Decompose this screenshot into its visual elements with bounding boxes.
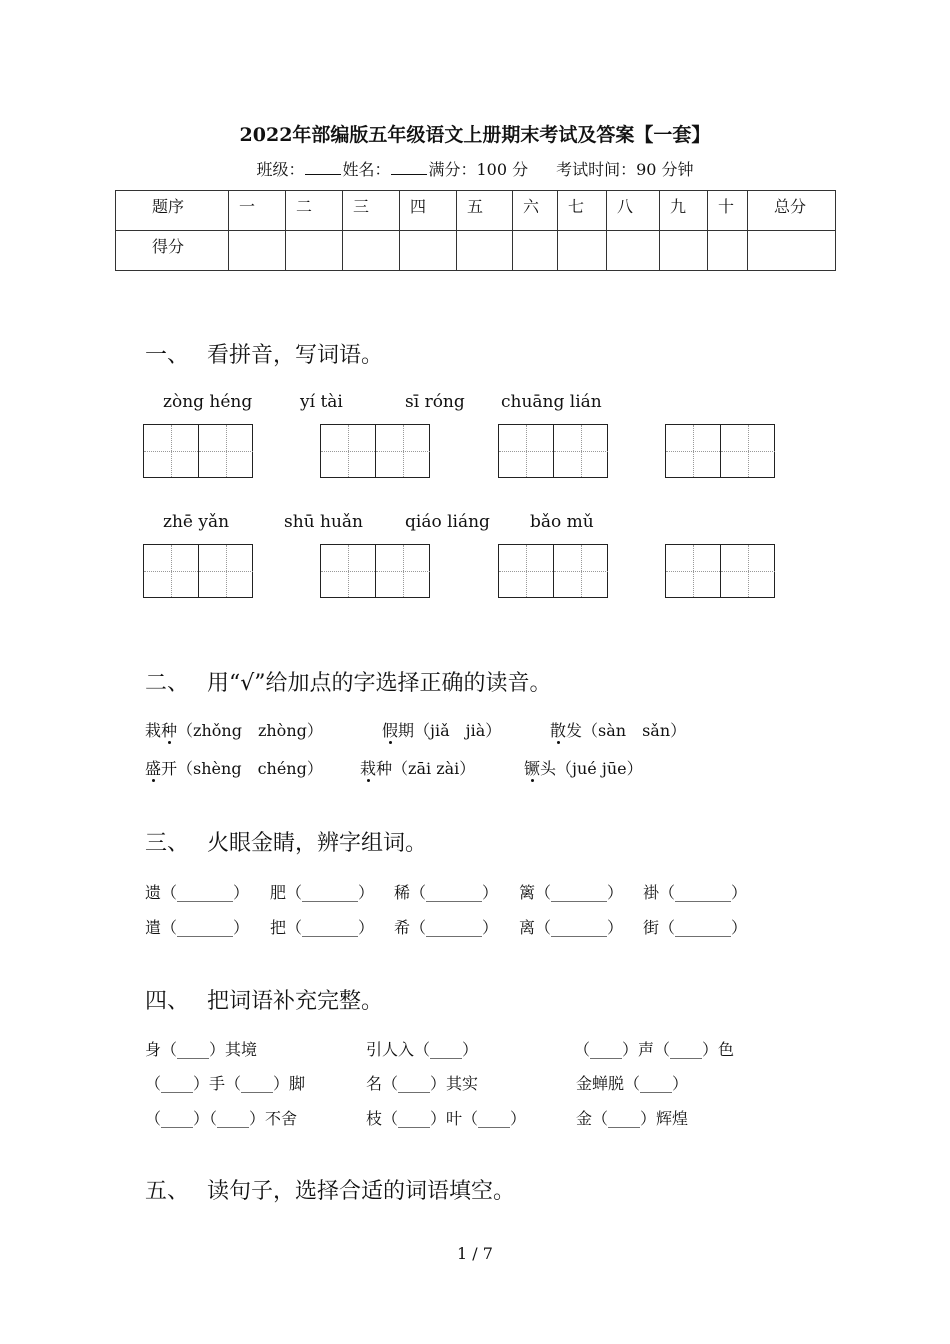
table-cell: 总分 — [748, 191, 836, 231]
table-cell: 三 — [343, 191, 400, 231]
pinyin-label: bǎo mǔ — [530, 512, 594, 532]
pinyin-label: shū huǎn — [284, 512, 364, 532]
pinyin-label: chuāng lián — [501, 392, 602, 412]
idiom-blank[interactable]: （____）手（____）脚 — [145, 1074, 306, 1093]
word-blank[interactable]: 稀（_______） — [394, 883, 499, 902]
table-cell: 六 — [513, 191, 558, 231]
table-cell: 一 — [229, 191, 286, 231]
tianzige-box[interactable] — [665, 544, 775, 598]
table-cell: 五 — [457, 191, 513, 231]
idiom-blank[interactable]: （____）（____）不舍 — [145, 1109, 298, 1128]
table-cell: 十 — [708, 191, 748, 231]
score-cell[interactable] — [457, 231, 513, 271]
score-cell[interactable] — [660, 231, 708, 271]
tianzige-box[interactable] — [498, 544, 608, 598]
reading-item[interactable]: 盛开（shèng chéng） — [145, 756, 323, 779]
score-cell[interactable] — [400, 231, 457, 271]
table-cell: 七 — [558, 191, 607, 231]
reading-item[interactable]: 栽种（zāi zài） — [360, 756, 475, 779]
pinyin-label: qiáo liáng — [405, 512, 490, 532]
pinyin-label: yí tài — [300, 392, 343, 412]
score-cell[interactable] — [607, 231, 660, 271]
exam-info — [0, 157, 950, 180]
table-cell: 得分 — [116, 231, 229, 271]
name-label: 姓名： — [342, 160, 391, 179]
pinyin-label: zhē yǎn — [163, 512, 230, 532]
word-blank[interactable]: 褂（_______） — [643, 883, 748, 902]
section-5-heading: 五、 读句子，选择合适的词语填空。 — [145, 1179, 516, 1204]
word-blank[interactable]: 遗（_______） — [145, 883, 250, 902]
table-cell: 九 — [660, 191, 708, 231]
idiom-blank[interactable]: 引人入（____） — [366, 1040, 479, 1059]
score-cell[interactable] — [558, 231, 607, 271]
pinyin-label: zòng héng — [163, 392, 253, 412]
word-blank[interactable]: 希（_______） — [394, 918, 499, 937]
full-score: 满分：100 分 — [428, 160, 529, 179]
score-table-score-row — [116, 231, 836, 271]
reading-item[interactable]: 散发（sàn sǎn） — [550, 718, 686, 741]
page-number: 1 / 7 — [457, 1244, 493, 1263]
score-cell[interactable] — [708, 231, 748, 271]
tianzige-box[interactable] — [665, 424, 775, 478]
table-cell: 四 — [400, 191, 457, 231]
tianzige-box[interactable] — [320, 424, 430, 478]
idiom-blank[interactable]: 金蝉脱（____） — [576, 1074, 689, 1093]
reading-item[interactable]: 栽种（zhǒng zhòng） — [145, 718, 323, 741]
idiom-blank[interactable]: （____）声（____）色 — [574, 1040, 735, 1059]
idiom-blank[interactable]: 金（____）辉煌 — [576, 1109, 689, 1128]
pinyin-label: sī róng — [405, 392, 465, 412]
section-4-heading: 四、 把词语补充完整。 — [145, 989, 384, 1014]
table-cell: 题序 — [116, 191, 229, 231]
word-blank[interactable]: 遣（_______） — [145, 918, 250, 937]
section-1-heading: 一、 看拼音，写词语。 — [145, 343, 384, 368]
tianzige-box[interactable] — [498, 424, 608, 478]
reading-item[interactable]: 镢头（jué jūe） — [524, 756, 643, 779]
idiom-blank[interactable]: 身（____）其境 — [145, 1040, 258, 1059]
reading-item[interactable]: 假期（jiǎ jià） — [382, 718, 501, 741]
exam-time: 考试时间：90 分钟 — [556, 160, 694, 179]
table-cell: 八 — [607, 191, 660, 231]
score-cell[interactable] — [286, 231, 343, 271]
score-table — [115, 190, 836, 271]
tianzige-box[interactable] — [143, 544, 253, 598]
class-label: 班级： — [256, 160, 305, 179]
word-blank[interactable]: 肥（_______） — [270, 883, 375, 902]
word-blank[interactable]: 把（_______） — [270, 918, 375, 937]
idiom-blank[interactable]: 名（____）其实 — [366, 1074, 479, 1093]
score-cell[interactable] — [343, 231, 400, 271]
score-cell[interactable] — [229, 231, 286, 271]
score-cell[interactable] — [513, 231, 558, 271]
score-table-header-row — [116, 191, 836, 231]
word-blank[interactable]: 篱（_______） — [519, 883, 624, 902]
tianzige-box[interactable] — [143, 424, 253, 478]
word-blank[interactable]: 离（_______） — [519, 918, 624, 937]
score-cell[interactable] — [748, 231, 836, 271]
section-3-heading: 三、 火眼金睛，辨字组词。 — [145, 831, 428, 856]
tianzige-box[interactable] — [320, 544, 430, 598]
table-cell: 二 — [286, 191, 343, 231]
class-blank[interactable] — [305, 160, 341, 175]
word-blank[interactable]: 街（_______） — [643, 918, 748, 937]
idiom-blank[interactable]: 枝（____）叶（____） — [366, 1109, 527, 1128]
name-blank[interactable] — [391, 160, 427, 175]
page-title: 2022年部编版五年级语文上册期末考试及答案【一套】 — [239, 124, 711, 146]
section-2-heading: 二、 用“√”给加点的字选择正确的读音。 — [145, 671, 552, 696]
